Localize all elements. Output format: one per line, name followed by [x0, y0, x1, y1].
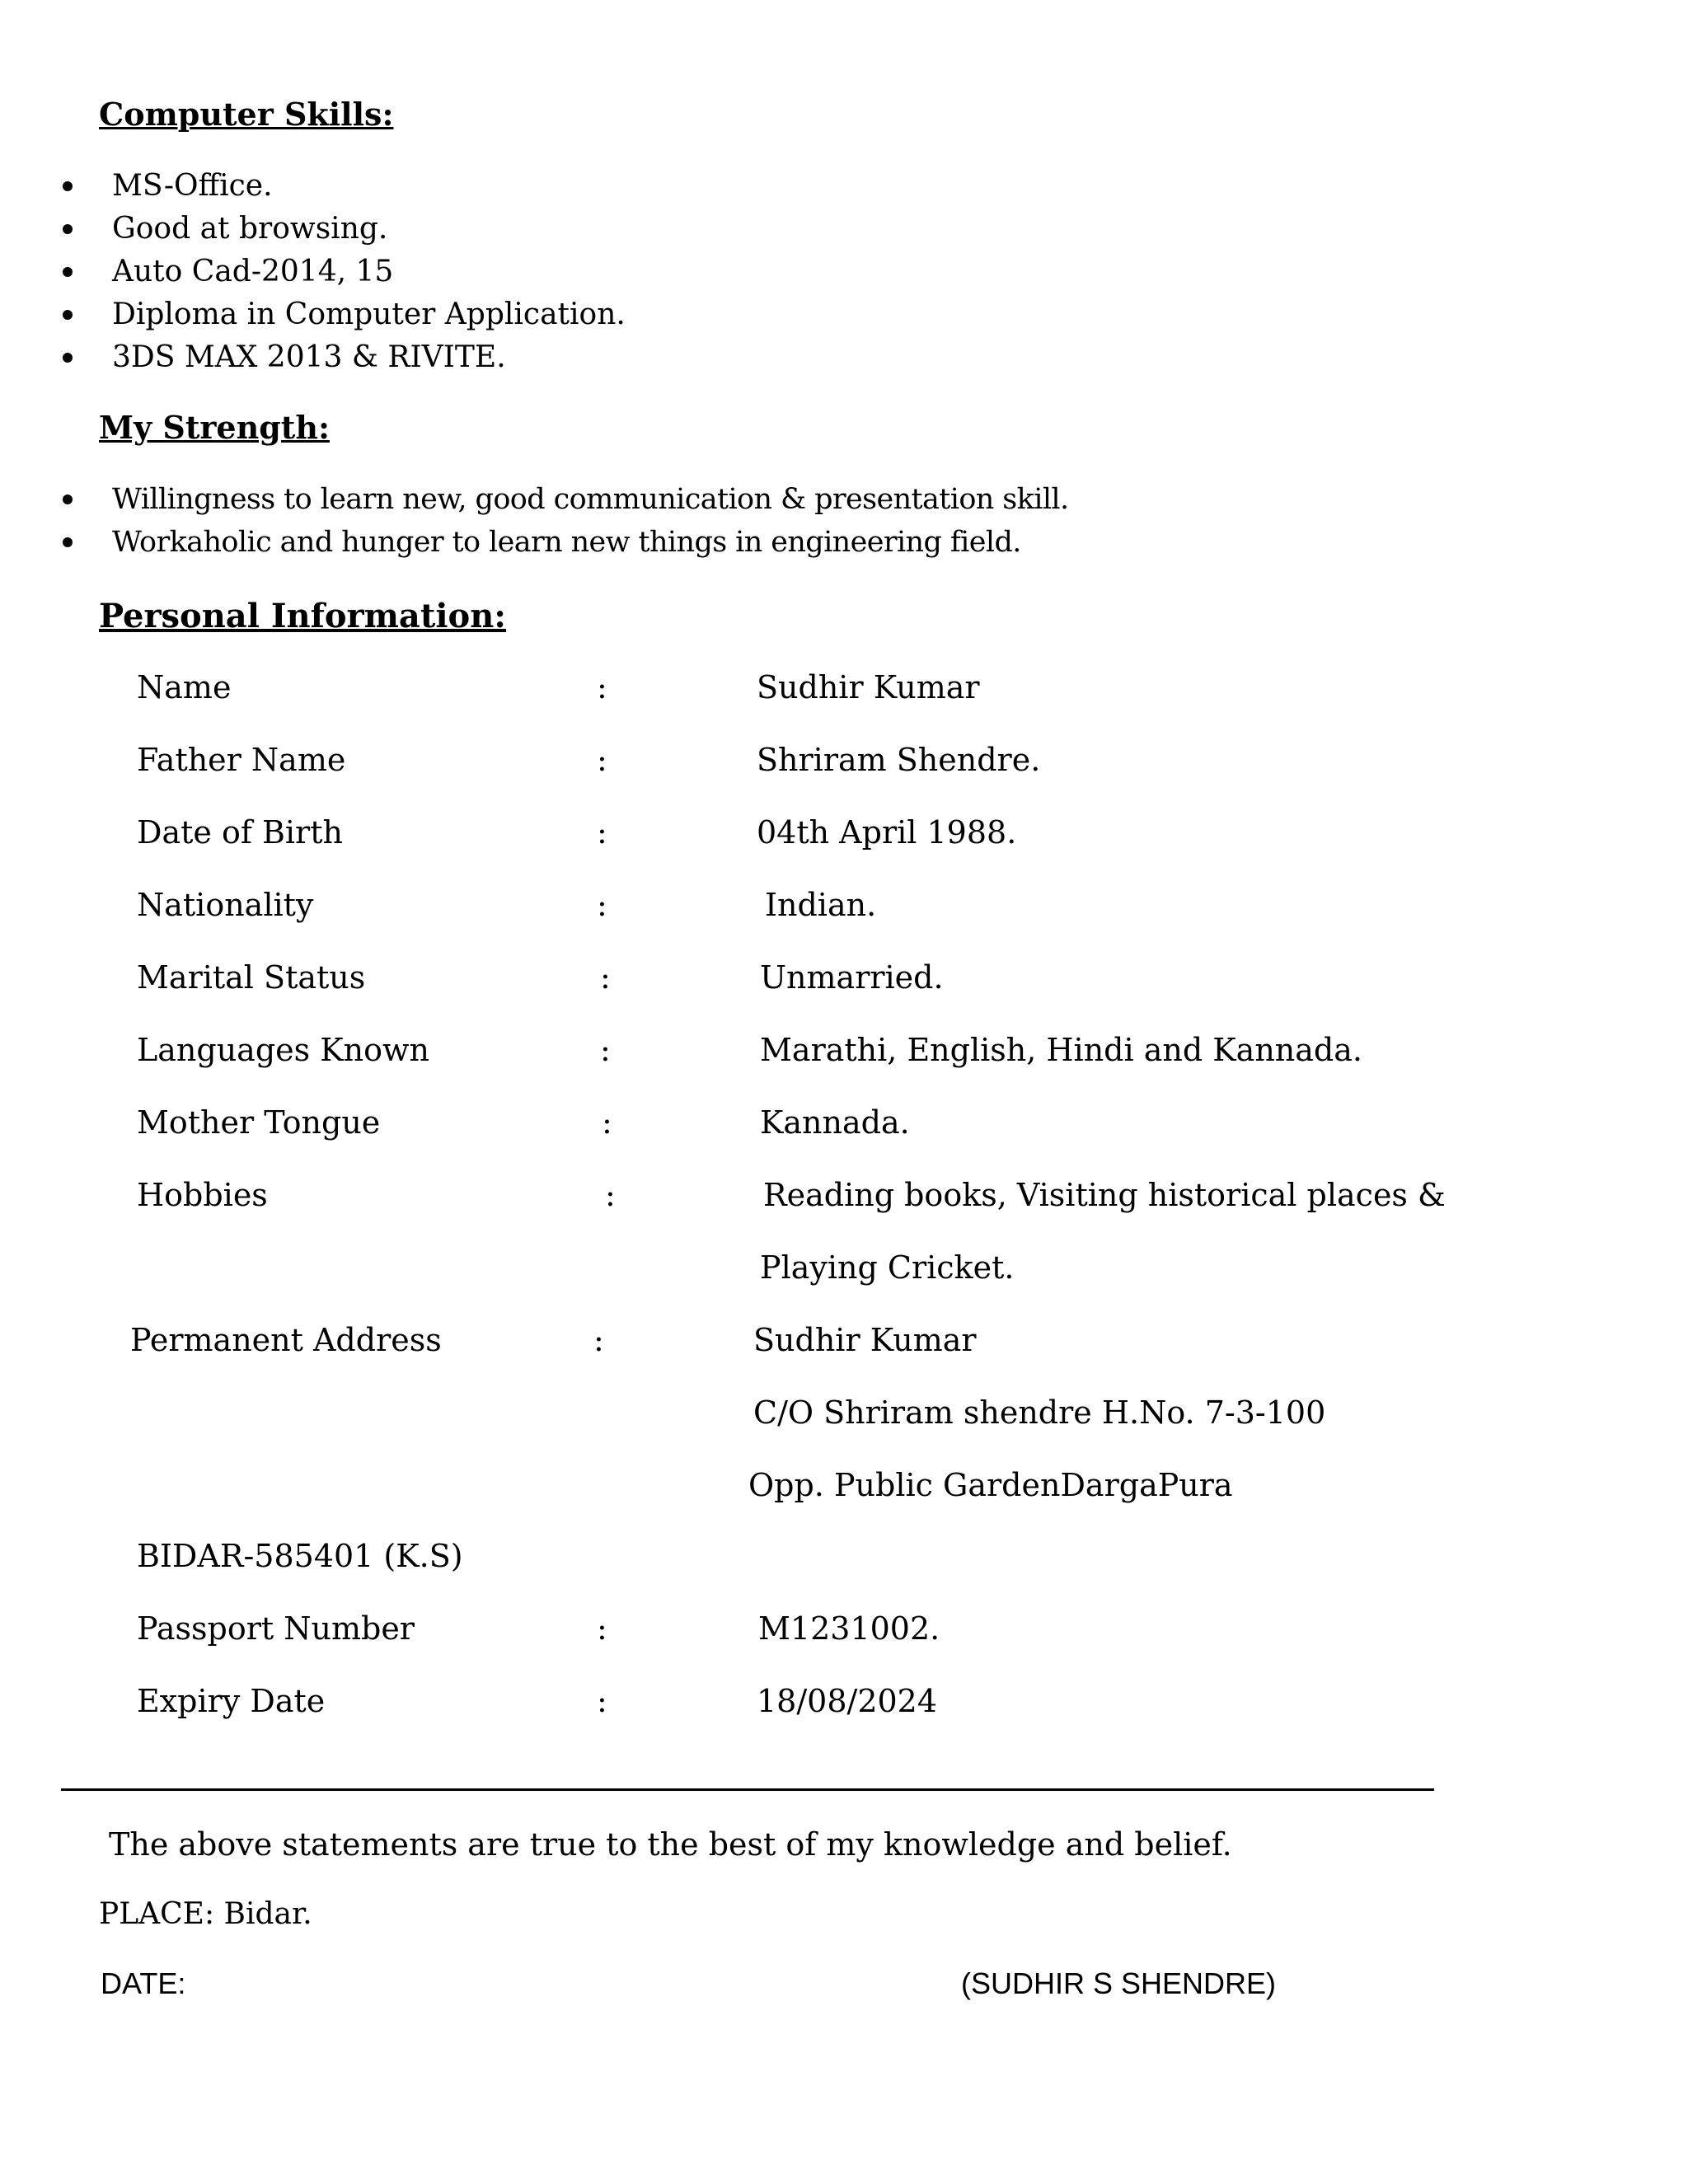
- signature-name: (SUDHIR S SHENDRE): [961, 1966, 1277, 2000]
- list-item: Workaholic and hunger to learn new things in engineering field.: [58, 521, 1069, 564]
- info-colon: :: [600, 1032, 611, 1068]
- strength-heading: My Strength:: [99, 409, 330, 446]
- info-colon: :: [602, 1104, 612, 1141]
- info-colon: :: [593, 1322, 604, 1358]
- info-value: Unmarried.: [760, 959, 944, 996]
- info-value-continued: Opp. Public GardenDargaPura: [748, 1467, 1233, 1503]
- strength-list: [58, 478, 1069, 564]
- info-label: Nationality: [137, 887, 314, 923]
- info-value: Kannada.: [760, 1104, 910, 1141]
- info-value: Sudhir Kumar: [757, 669, 980, 705]
- bullet-icon: [63, 494, 73, 504]
- info-value-continued: Playing Cricket.: [760, 1249, 1015, 1286]
- place-line: PLACE: Bidar.: [99, 1897, 312, 1931]
- info-colon: :: [597, 814, 607, 851]
- info-value: 04th April 1988.: [757, 814, 1017, 851]
- info-colon: :: [597, 887, 607, 923]
- personal-info-heading: Personal Information:: [99, 597, 507, 635]
- info-colon: :: [600, 959, 611, 996]
- bullet-icon: [63, 353, 73, 363]
- info-colon: :: [597, 742, 607, 778]
- info-label: Expiry Date: [137, 1683, 326, 1719]
- bullet-icon: [63, 267, 73, 277]
- info-value: Shriram Shendre.: [757, 742, 1041, 778]
- info-label: Mother Tongue: [137, 1104, 381, 1141]
- info-value: Marathi, English, Hindi and Kannada.: [760, 1032, 1362, 1068]
- info-colon: :: [597, 669, 607, 705]
- info-value: Reading books, Visiting historical places &: [763, 1177, 1446, 1213]
- bullet-icon: [63, 181, 73, 191]
- computer-skills-list: [58, 165, 626, 379]
- info-value: M1231002.: [758, 1610, 940, 1647]
- info-value: 18/08/2024: [757, 1683, 938, 1719]
- info-colon: :: [605, 1177, 616, 1213]
- list-item: Good at browsing.: [58, 208, 626, 251]
- list-item: Auto Cad-2014, 15: [58, 251, 626, 293]
- info-label: Father Name: [137, 742, 346, 778]
- info-colon: :: [597, 1610, 607, 1647]
- info-label: Languages Known: [137, 1032, 429, 1068]
- list-item: 3DS MAX 2013 & RIVITE.: [58, 336, 626, 379]
- info-label: Hobbies: [137, 1177, 268, 1213]
- bullet-icon: [63, 537, 73, 547]
- date-line: DATE:: [101, 1966, 186, 2000]
- declaration-statement: The above statements are true to the best of my knowledge and belief.: [109, 1826, 1232, 1863]
- info-value: Sudhir Kumar: [753, 1322, 977, 1358]
- info-label: Permanent Address: [130, 1322, 442, 1358]
- list-item: MS-Office.: [58, 165, 626, 208]
- horizontal-divider: [61, 1788, 1434, 1791]
- bullet-icon: [63, 224, 73, 234]
- list-item: Willingness to learn new, good communication & presentation skill.: [58, 478, 1069, 521]
- address-city-line: BIDAR-585401 (K.S): [137, 1538, 463, 1574]
- list-item: Diploma in Computer Application.: [58, 293, 626, 336]
- computer-skills-heading: Computer Skills:: [99, 96, 394, 133]
- info-label: Marital Status: [137, 959, 366, 996]
- info-label: Name: [137, 669, 232, 705]
- info-value-continued: C/O Shriram shendre H.No. 7-3-100: [753, 1394, 1326, 1431]
- info-label: Passport Number: [137, 1610, 415, 1647]
- bullet-icon: [63, 310, 73, 320]
- info-label: Date of Birth: [137, 814, 343, 851]
- info-colon: :: [597, 1683, 607, 1719]
- info-value: Indian.: [765, 887, 877, 923]
